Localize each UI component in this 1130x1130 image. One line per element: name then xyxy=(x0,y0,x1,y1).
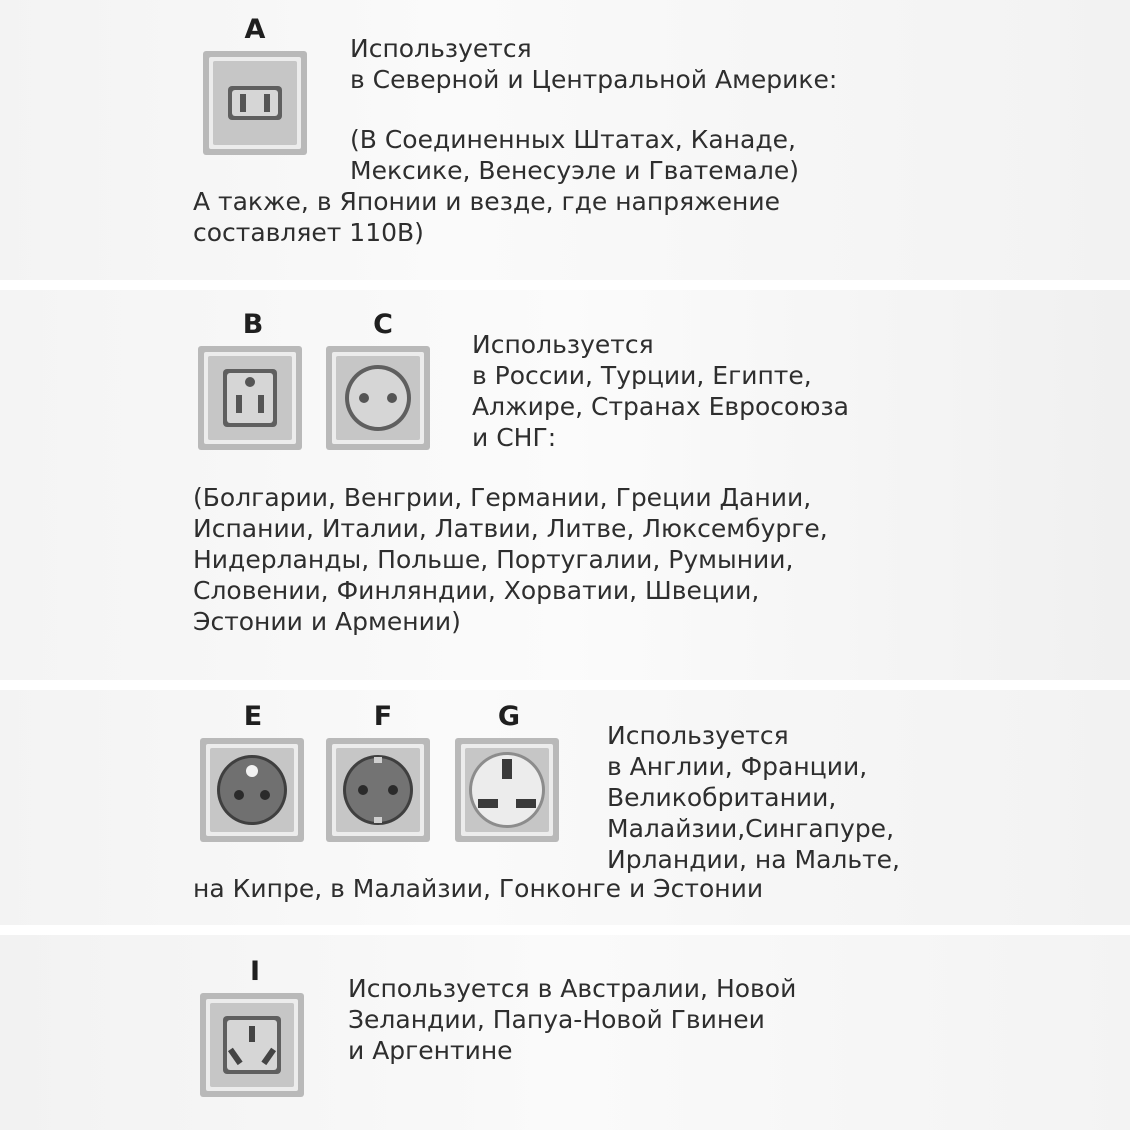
socket-type-g-icon xyxy=(454,737,560,843)
section-i-text: Используется в Австралии, Новой Зеландии, Папуа-Новой Гвинеи и Аргентине xyxy=(348,974,797,1065)
section-a-text-mid: (В Соединенных Штатах, Канаде, Мексике, Венесуэле и Гватемале) xyxy=(350,125,799,185)
socket-letter-f: F xyxy=(373,701,393,732)
socket-letter-b: B xyxy=(242,309,264,340)
section-a-text-bottom: А также, в Японии и везде, где напряжение составляет 110В) xyxy=(193,187,781,247)
socket-type-i-icon xyxy=(199,992,305,1098)
socket-letter-i: I xyxy=(249,956,261,987)
socket-type-a-icon xyxy=(202,50,308,156)
section-bc-text-top: Используется в России, Турции, Египте, Алжире, Странах Евросоюза и СНГ: xyxy=(472,330,850,452)
section-bc-text-bottom: (Болгарии, Венгрии, Германии, Греции Дании, Испании, Италии, Латвии, Литве, Люксембурге, Нидерланды, Польше, Португалии, Румынии, Словении, Финляндии, Хорватии, Швеции, Эстонии и Армении) xyxy=(193,483,828,636)
socket-type-b-icon xyxy=(197,345,303,451)
socket-type-c-icon xyxy=(325,345,431,451)
socket-letter-c: C xyxy=(373,309,393,340)
section-efg-text-bottom: на Кипре, в Малайзии, Гонконге и Эстонии xyxy=(193,874,764,903)
socket-type-f-icon xyxy=(325,737,431,843)
section-efg-text-top: Используется в Англии, Франции, Великобритании, Малайзии,Сингапуре, Ирландии, на Мальте, xyxy=(607,721,900,874)
socket-letter-e: E xyxy=(243,701,263,732)
socket-letter-a: A xyxy=(244,14,266,45)
socket-type-e-icon xyxy=(199,737,305,843)
section-a-text-top: Используется в Северной и Центральной Америке: xyxy=(350,34,838,94)
socket-letter-g: G xyxy=(497,701,521,732)
